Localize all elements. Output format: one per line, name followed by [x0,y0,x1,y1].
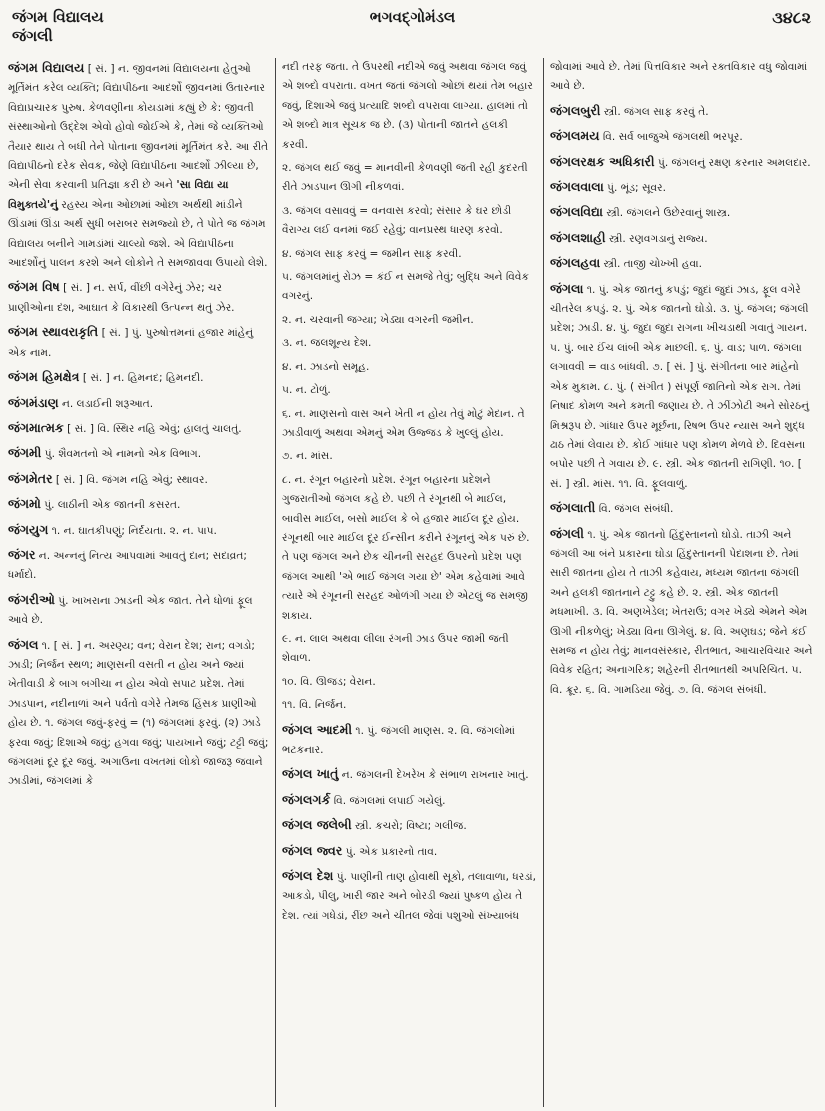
entry-headword: જંગમાત્મક [8,419,64,435]
dictionary-entry [282,673,537,692]
entry-definition: ૧૧. વિ. નિર્જન. [282,699,347,712]
page-number: ૩૪૮૨ [772,8,811,27]
dictionary-entry [282,841,537,862]
entry-headword: જંગલવાલા [550,179,604,195]
entry-definition: ૮. ન. રંગૂન બહારનો પ્રદેશ. રંગૂન બહારના પ્રદેશને ગુજરાતીઓ જંગલ કહે છે. પછી તે રંગૂનથી બે માઈલ, બાવીસ માઈલ, બસો માઈલ કે બે હજાર માઈલ દૂર હોય. રંગૂનથી બાર માઈલ દૂર ઈન્સીન કરીને રંગૂનનું એક પરું છે. તે પણ જંગલ અને છેક ચીનની સરહદ ઉપરનો પ્રદેશ પણ જંગલ આથી 'એ ભાઈ જંગલ ગયા છે' એમ કહેવામાં આવે ત્યારે એ રંગૂનની સરહદ ઓળંગી ગયા છે એટલું જ સમજી શકાય. [282,473,530,622]
entry-definition: ન. જંગલની દેખરેખ કે સંભાળ રાખનાર ખાતું. [341,769,529,782]
entry-headword: જંગલમય [550,128,600,144]
entry-headword: જંગલ જલેબી [282,817,352,833]
entry-headword: જંગમ વિષ [8,279,60,295]
dictionary-entry [282,245,537,264]
entry-definition: નદી તરફ જતા. તે ઉપરથી નદીએ જવું અથવા જંગલ જવું એ શબ્દો વપરાતા. વખત જતાં જંગલો ઓછાં થયાં તેમ બહાર જવું, દિશાએ જવું પ્રત્યાદિ શબ્દો વપરાવા લાગ્યા. હાલમાં તો એ શબ્દો માત્ર સૂચક જ છે. (૩) પોતાની જાતને હલકી કરવી. [282,61,533,151]
column-2 [276,58,544,1107]
dictionary-entry [282,447,537,466]
page-header [0,0,825,44]
entry-definition-cont: રહસ્ય એના ઓછામાં ઓછા અર્થથી માંડીને ઊંડામાં ઊંડા અર્થ સુધી બરાબર સમજ્યો છે, તે પોતે જ જંગમ વિદ્યાલય બનીને ગામડાંમાં ચાલ્યો જશે. એ વિદ્યાપીઠના આદર્શોનું પાલન કરશે અને લોકોને તે સમજાવવા ઉપાયો લેશે. [8,198,268,270]
entry-definition: પું. જંગલનું રક્ષણ કરનાર અમલદાર. [657,156,811,169]
dictionary-entry [550,228,817,249]
entry-definition: ૧. પું. જંગલી માણસ. ૨. વિ. જંગલોમાં ભટકનાર. [282,724,515,756]
entry-definition: ન. લડાઈની શરૂઆત. [61,397,154,410]
entry-definition: ૯. ન. લાલ અથવા લીલા રંગની ઝાડ ઉપર જામી જતી શેવાળ. [282,632,509,665]
dictionary-entry [550,498,817,519]
entry-definition: ૬. ન. માણસનો વાસ અને ખેતી ન હોય તેવું મોટું મેદાન. તે ઝાડીવાળું અથવા એમનું એમ ઉજ્જડ કે ખુલ્લું હોય. [282,407,525,439]
entry-headword: જંગર [8,546,36,562]
dictionary-entry [282,334,537,353]
entry-definition: ૧૦. વિ. ઊજડ; વેરાન. [282,675,376,688]
book-title: ભગવદ્ગોમંડલ [369,8,456,26]
entry-definition: પું. ભૂંડ; સૂવર. [607,182,667,195]
entry-definition: પું. એક પ્રકારનો તાવ. [345,845,438,858]
dictionary-entry [550,152,817,173]
entry-definition: ૪. ન. ઝાડનો સમૂહ. [282,360,370,373]
entry-definition: સ્ત્રી. જંગલ સાફ કરવું તે. [603,105,709,118]
entry-headword: જંગલવિદ્યા [550,204,603,220]
entry-headword: જંગલા [550,280,584,296]
entry-headword: જંગમી [8,445,42,461]
entry-definition: જોવામાં આવે છે. તેમાં પિત્તવિકાર અને રક્તવિકાર વધુ જોવામાં આવે છે. [550,61,808,93]
dictionary-entry [550,177,817,198]
entry-definition: [ સં. ] વિ. જંગમ નહિ એવું; સ્થાવર. [55,473,208,486]
entry-definition: પું. લાઠીની એક જાતની કસરત. [44,499,181,512]
dictionary-entry [282,630,537,669]
entry-headword: જંગલગર્ક [282,791,331,807]
entry-definition: સ્ત્રી. રણવગડાનું રાજ્ય. [608,232,708,245]
column-1 [8,58,276,1107]
entry-headword: જંગમેતર [8,470,53,486]
dictionary-entry [282,720,537,761]
dictionary-entry [282,268,537,307]
dictionary-entry [282,311,537,330]
entry-headword: જંગલાતી [550,500,596,516]
entry-headword: જંગલબુરી [550,102,601,118]
dictionary-entry [8,635,269,792]
dictionary-entry [8,367,269,388]
dictionary-entry [282,358,537,377]
entry-headword: જંગમ વિદ્યાલય [8,60,85,75]
entry-columns [8,58,817,1107]
entry-headword: જંગલ [8,636,39,652]
entry-definition: ૪. જંગલ સાફ કરવું = જમીન સાફ કરવી. [282,247,462,260]
entry-headword: જંગલરક્ષક અધિકારી [550,153,655,169]
entry-definition: ૧. પું. એક જાતનો હિંદુસ્તાનનો ઘોડો. તાઝી અને જંગલી આ બંને પ્રકારના ઘોડા હિંદુસ્તાનની પેદાશના છે. તેમાં સારી જાતના હોય તે તાઝી કહેવાય, મધ્યમ જાતના જંગલી અને હલકી જાતનાને ટટ્ટુ કહે છે. ૨. સ્ત્રી. એક જાતની મધમાખી. ૩. વિ. અણખેડેલ; ખેતરાઉ; વગર ખેડ્યે એમને એમ ઊગી નીકળેલું; ખેડ્યા વિના ઊગેલું. ૪. વિ. અણઘડ; જેને કંઈ સમજ ન હોય તેવું; માનવસંસ્કાર, રીતભાત, આચારવિચાર અને વિવેક રહિત; અનાગરિક; શહેરની રીતભાતથી અપરિચિત. ૫. વિ. ક્રૂર. ૬. વિ. ગામડિયા જેવું. ૭. વિ. જંગલ સંબંધી. [550,528,813,696]
dictionary-entry [282,58,537,155]
dictionary-entry [8,58,269,273]
entry-definition: સ્ત્રી. કચરો; વિષ્ટા; ગલીજ. [355,820,467,833]
entry-headword: જંગલશાહી [550,229,606,245]
column-3 [544,58,817,1107]
entry-definition: ૧. ન. ઘાતકીપણું; નિર્દયતા. ૨. ન. પાપ. [51,524,217,537]
entry-definition: પું. શૈવમતનો એ નામનો એક વિભાગ. [44,448,202,461]
dictionary-entry [550,253,817,274]
dictionary-entry [8,277,269,318]
dictionary-entry [8,443,269,464]
entry-definition: [ સં. ] વિ. સ્થિર નહિ એવું; હાલતું ચાલતું. [67,422,242,435]
entry-definition: ૫. ન. ટોળું. [282,384,331,397]
dictionary-entry [282,764,537,785]
entry-definition: ૩. જંગલ વસાવવું = વનવાસ કરવો; સંસાર કે ઘર છોડી વૈરાગ્ય લઈ વનમાં જઈ રહેવું; વાનપ્રસ્થ ધારણ કરવો. [282,204,512,237]
entry-definition: ૧. પું. એક જાતનું કપડું; જુદાં જુદાં ઝાડ, ફૂલ વગેરે ચીતરેલ કપડું. ૨. પું. એક જાતનો ઘોડો. ૩. પું. જંગલ; જંગલી પ્રદેશ; ઝાડી. ૪. પું. જુદા જુદા રાગના ખીચડાથી ગવાતું ગાયન. ૫. પું. બાર ઈંચ લાંબી એક માછલી. ૬. પું. વાડ; પાળ. જંગલા લગાવવી = વાડ બાંધવી. ૭. [ સં. ] પું. સંગીતના બાર માંહેનો એક મુકામ. ૮. પું. ( સંગીત ) સંપૂર્ણ જાતિનો એક રાગ. તેમાં નિષાદ કોમળ અને કમતી જણાય છે. તે ઝીંઝોટી અને સોરઠનું મિશ્રરૂપ છે. ગાંધાર ઉપર મૂર્છના, રિષભ ઉપર ન્યાસ અને શુદ્ધ ઢાઠ તેમાં લેવાય છે. કોઈ ગાંધાર પણ કોમળ મેળવે છે. દિવસના બપોર પછી તે ગવાય છે. ૯. સ્ત્રી. એક જાતની રાગિણી. ૧૦. [ સં. ] સ્ત્રી. માંસ. ૧૧. વિ. ફૂલવાળું. [550,283,810,490]
entry-headword: જંગમો [8,496,41,512]
entry-headword: જંગયુગ [8,521,49,537]
entry-definition: [ સં. ] ન. જીવનમાં વિદ્યાલયના હેતુઓ મૂર્તિમંત કરેલ વ્યક્તિ; વિદ્યાપીઠના આદર્શો જીવનમાં ઉતારનાર વિદ્યાપ્રચારક પુરુષ. કેળવણીના કોયડામાં કહ્યું છે કે: જીવતી સંસ્થાઓનો ઉદ્દેશ એવો હોવો જોઈએ કે, તેમાં જે વ્યક્તિઓ તૈયાર થાય તે બધી તેને પોતાના જીવનમાં મૂર્તિમંત કરે. આ રીતે વિદ્યાપીઠનો દરેક સેવક, જેણે વિદ્યાપીઠના આદર્શો ઝીલ્યા છે, એની સેવા કરવાની પ્રતિજ્ઞા કરી છે અને [8,63,269,192]
entry-headword: જંગલ જ્વર [282,842,343,858]
dictionary-entry [282,202,537,241]
dictionary-entry [282,866,537,926]
entry-definition: ૨. ન. ચરવાની જગ્યા; ખેડ્યા વગરની જમીન. [282,313,474,326]
dictionary-entry [282,696,537,715]
dictionary-entry [550,58,817,97]
dictionary-entry [550,101,817,122]
entry-headword: જંગમ સ્થાવરાકૃતિ [8,324,99,340]
guide-word-first: જંગમ વિદ્યાલય [12,8,104,26]
entry-headword: જંગરીઓ [8,591,55,607]
dictionary-entry [8,520,269,541]
entry-definition: પું. ખાખરાના ઝાડની એક જાત. તેને ધોળાં ફૂલ આવે છે. [8,594,253,627]
entry-definition: ન. અન્નનું નિત્ય આપવામાં આવતું દાન; સદાવ્રત; ધર્માદો. [8,549,247,582]
dictionary-entry [8,469,269,490]
guide-word-last: જંગલી [12,27,53,45]
entry-headword: જંગલ આદમી [282,721,353,737]
entry-definition: વિ. સર્વ બાજુએ જંગલથી ભરપૂર. [602,131,743,144]
entry-definition: [ સં. ] ન. સર્પ, વીંછી વગેરેનું ઝેર; ચર પ્રાણીઓના દંશ, આઘાત કે વિકારથી ઉત્પન્ન થતું ઝેર. [8,282,235,314]
entry-definition: ૧. [ સં. ] ન. અરણ્ય; વન; વેરાન દેશ; રાન; વગડો; ઝાડી; નિર્જન સ્થળ; માણસની વસતી ન હોય અને જ્યાં ખેતીવાડી કે બાગ બગીચા ન હોય એવો સપાટ પ્રદેશ. તેમાં ઝાડપાન, નદીનાળાં અને પર્વતો વગેરે તેમજ હિંસક પ્રાણીઓ હોય છે. ૧. જંગલ જવું-ફરવું = (૧) જંગલમાં ફરવું. (૨) ઝાડે ફરવા જવું; દિશાએ જવું; હગવા જવું; પાયખાને જવું; ટટ્ટી જવું; જંગલમાં દૂર દૂર જવું. અગાઉના વખતમાં લોકો જાજરૂ જવાને ઝાડીમાં, જંગલમાં કે [8,639,269,788]
entry-definition: સ્ત્રી. જંગલને ઉછેરવાનું શાસ્ત્ર. [606,207,731,220]
dictionary-entry [8,494,269,515]
dictionary-entry [8,418,269,439]
dictionary-entry [8,590,269,631]
entry-definition: ૨. જંગલ થઈ જવું = માનવીની કેળવણી જતી રહી કુદરતી રીતે ઝાડપાન ઊગી નીકળવાં. [282,162,528,194]
dictionary-entry [282,471,537,626]
dictionary-entry [282,790,537,811]
entry-headword: જંગલ દેશ [282,868,334,884]
entry-definition: [ સં. ] ન. હિમનદ; હિમનદી. [82,372,204,385]
dictionary-entry [282,815,537,836]
dictionary-entry [550,202,817,223]
entry-quote: 'સા વિદ્યા યા વિમુક્તયે'નું [8,179,229,211]
entry-headword: જંગલ ખાતું [282,766,339,782]
dictionary-entry [8,545,269,586]
entry-headword: જંગમંડાણ [8,394,59,410]
dictionary-entry [8,322,269,363]
entry-definition: [ સં. ] પું. પુરુષોત્તમનાં હજાર માંહેનું એક નામ. [8,327,254,359]
dictionary-entry [282,405,537,444]
dictionary-entry [8,393,269,414]
entry-definition: પું. પાણીની તાણ હોવાથી સૂકો, તલાવાળા, ધરડાં, આકડો, પીલુ, ખારી જાર અને બોરડી જ્યાં પુષ્કળ હોય તે દેશ. ત્યાં ગધેડાં, રીંછ અને ચીતલ જેવાં પશુઓ સંખ્યાબંધ [282,871,536,922]
dictionary-entry [550,524,817,701]
dictionary-entry [282,159,537,198]
entry-headword: જંગમ હિમક્ષેત્ર [8,369,80,385]
entry-definition: વિ. જંગલ સંબંધી. [598,503,674,516]
dictionary-entry [550,126,817,147]
dictionary-entry [550,279,817,494]
entry-headword: જંગલહવા [550,255,601,271]
entry-definition: ૩. ન. જલશૂન્ય દેશ. [282,337,372,350]
entry-headword: જંગલી [550,525,584,541]
entry-definition: ૭. ન. માંસ. [282,450,333,463]
dictionary-entry [282,381,537,400]
entry-definition: ૫. જંગલમાંનું રોઝ = કંઈ ન સમજે તેવું; બુદ્ધિ અને વિવેક વગરનું. [282,271,529,303]
entry-definition: વિ. જંગલમાં લપાઈ ગયેલું. [333,794,446,807]
entry-definition: સ્ત્રી. તાજી ચોખ્ખી હવા. [603,258,703,271]
